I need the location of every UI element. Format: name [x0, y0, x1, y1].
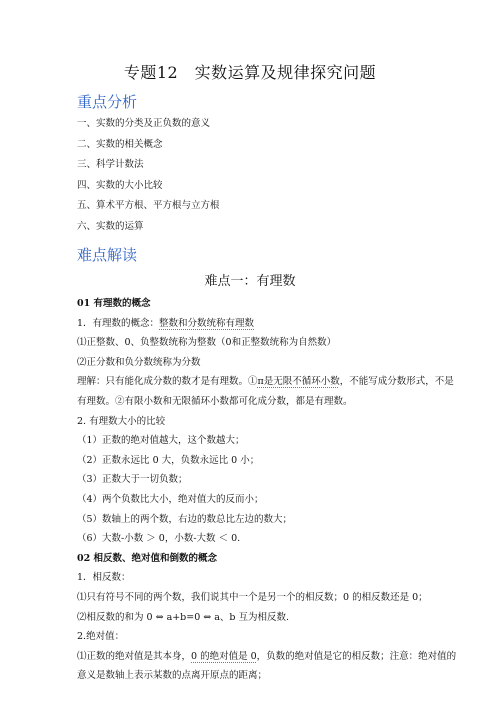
topic-item: 五、算术平方根、平方根与立方根	[77, 200, 220, 211]
text-line	[77, 314, 437, 334]
section-heading-key-analysis: 重点分析	[77, 93, 138, 111]
text-span: ，负数的绝对值是它的相反数；注意：绝对值的	[256, 650, 457, 662]
topic-item: 三、科学计数法	[77, 159, 144, 170]
text-span: ，不能写成分数形式，不是	[339, 376, 454, 388]
text-line: （1）正数的绝对值越大，这个数越大；	[77, 435, 245, 447]
subsection-title: 难点一：有理数	[204, 274, 296, 289]
text-span: 1．有理数的概念：	[77, 317, 160, 329]
text-line: ⑴正整数、0、负整数统称为整数（0和正整数统称为自然数）	[77, 337, 337, 349]
document-body	[77, 294, 457, 686]
text-line: ⑴只有符号不同的两个数，我们说其中一个是另一个的相反数；0 的相反数还是 0；	[77, 591, 428, 603]
topic-item: 一、实数的分类及正负数的意义	[77, 118, 211, 129]
text-line: 2. 有理数大小的比较	[77, 415, 166, 427]
topic-item: 四、实数的大小比较	[77, 179, 163, 191]
text-line: （3）正数大于一切负数；	[77, 474, 188, 486]
emphasis-span: 0 的绝对值是 0	[191, 650, 257, 662]
text-line: 有理数。②有限小数和无限循环小数都可化成分数，都是有理数。	[77, 395, 353, 407]
text-line: （5）数轴上的两个数，右边的数总比左边的数大；	[77, 513, 293, 525]
emphasis-span: 整数和分数统称有理数	[159, 317, 255, 329]
document-title: 专题12 实数运算及规律探究问题	[123, 63, 377, 82]
text-span: ⑴正数的绝对值是其本身，	[77, 650, 192, 662]
text-line: 意义是数轴上表示某数的点离开原点的距离；	[77, 670, 268, 682]
text-line: （4）两个负数比大小，绝对值大的反而小；	[77, 493, 264, 505]
text-line: （2）正数永远比 0 大，负数永远比 0 小；	[77, 454, 260, 466]
text-line: ⑵正分数和负分数统称为分数	[77, 356, 201, 368]
text-line	[77, 372, 454, 392]
section-heading-difficulty: 难点解读	[77, 246, 138, 264]
text-line: 1．相反数：	[77, 572, 131, 584]
text-span: 理解：只有能化成分数的数才是有理数。①	[77, 376, 258, 388]
text-line	[77, 647, 457, 667]
heading-01: 01 有理数的概念	[77, 298, 151, 309]
topic-item: 二、实数的相关概念	[77, 138, 163, 150]
text-line: 2.绝对值：	[77, 631, 125, 643]
topic-item: 六、实数的运算	[77, 220, 144, 232]
text-line: （6）大数-小数 ＞ 0，小数-大数 ＜ 0.	[77, 533, 241, 545]
emphasis-span: π是无限不循环小数	[257, 376, 340, 388]
heading-02: 02 相反数、绝对值和倒数的概念	[77, 552, 218, 564]
text-line: ⑵相反数的和为 0 ⇔ a+b=0 ⇔ a、b 互为相反数.	[77, 611, 290, 623]
topic-list	[77, 114, 427, 237]
